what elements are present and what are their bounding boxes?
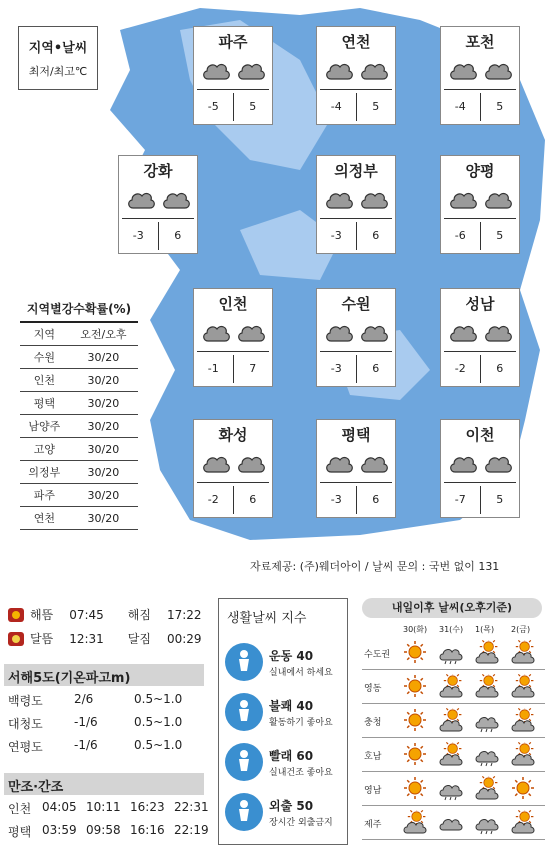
- min-temp: -7: [441, 486, 481, 514]
- max-temp: 6: [496, 362, 504, 375]
- legend-title: 지역•날씨: [28, 41, 88, 56]
- divider: [122, 218, 194, 219]
- life-index-item: [219, 689, 347, 745]
- min-temp: -3: [317, 486, 357, 514]
- max-temp: 6: [174, 229, 182, 242]
- tide-time: 09:58: [86, 823, 121, 837]
- cloud-icon: [359, 319, 389, 349]
- city-card: [316, 26, 396, 125]
- city-card: [118, 155, 198, 254]
- min-temp: -3: [119, 222, 159, 250]
- partly-cloudy-icon: [439, 742, 463, 771]
- cloud-icon: [201, 319, 231, 349]
- max-temp: 5: [496, 493, 504, 506]
- table-row: [20, 369, 138, 392]
- table-row: [20, 484, 138, 507]
- divider: [320, 89, 392, 90]
- sun-icon: [403, 640, 427, 669]
- city-name: 파주: [218, 33, 248, 51]
- life-index-name: 외출 50: [269, 799, 314, 813]
- legend-subtitle: 최저/최고℃: [28, 65, 88, 78]
- rain-region: 의정부: [20, 461, 69, 484]
- rain-value: 30/20: [69, 415, 138, 438]
- cloud-icon: [448, 450, 478, 480]
- life-index-box: [218, 598, 348, 845]
- forecast-divider: [362, 839, 545, 840]
- rain-value: 30/20: [69, 392, 138, 415]
- city-card: [316, 155, 396, 254]
- forecast-day: 1(목): [475, 625, 495, 634]
- min-temp: -1: [194, 355, 234, 383]
- sea-temp: -1/6: [74, 738, 98, 752]
- forecast-divider: [362, 771, 545, 772]
- cloud-icon: [448, 186, 478, 216]
- tide-time: 22:31: [174, 800, 209, 814]
- tide-time: 10:11: [86, 800, 121, 814]
- rain-cloud-icon: [439, 640, 463, 669]
- cloud-icon: [201, 450, 231, 480]
- exercise-icon: [225, 643, 263, 681]
- max-temp: 6: [372, 493, 380, 506]
- cloud-icon: [359, 57, 389, 87]
- tide-time: 16:23: [130, 800, 165, 814]
- partly-cloudy-icon: [511, 640, 535, 669]
- rain-title: 지역별강수확률(%): [26, 302, 132, 316]
- sea-row: [8, 738, 182, 755]
- max-temp: 6: [372, 362, 380, 375]
- divider: [197, 351, 269, 352]
- cloud-icon: [483, 450, 513, 480]
- table-row: [20, 438, 138, 461]
- forecast-region: 수도권: [364, 650, 391, 660]
- rain-value: 30/20: [69, 346, 138, 369]
- sun-icon: [403, 776, 427, 805]
- max-temp: 5: [249, 100, 257, 113]
- city-card: [316, 288, 396, 387]
- moonrise-time: 12:31: [69, 631, 104, 646]
- city-card: [440, 288, 520, 387]
- min-temp: -3: [317, 222, 357, 250]
- life-index-desc: 장시간 외출금지: [269, 818, 333, 828]
- sunrise-time: 07:45: [69, 607, 104, 622]
- partly-cloudy-icon: [439, 674, 463, 703]
- city-name: 이천: [465, 426, 495, 444]
- forecast-region: 호남: [364, 752, 382, 762]
- table-row: [20, 507, 138, 530]
- table-row: [20, 392, 138, 415]
- discomfort-icon: [225, 693, 263, 731]
- sunset-label: 해짐: [127, 608, 151, 622]
- sea-temp: -1/6: [74, 715, 98, 729]
- divider: [444, 482, 516, 483]
- cloud-icon: [324, 57, 354, 87]
- sea-wave: 0.5~1.0: [134, 715, 183, 729]
- cloud-icon: [201, 57, 231, 87]
- tide-time: 03:59: [42, 823, 77, 837]
- city-card: [193, 26, 273, 125]
- cloud-icon: [324, 186, 354, 216]
- partly-cloudy-icon: [475, 640, 499, 669]
- moonset-time: 00:29: [166, 631, 202, 646]
- city-name: 성남: [465, 295, 495, 313]
- cloud-icon: [483, 57, 513, 87]
- forecast-divider: [362, 805, 545, 806]
- rain-probability: [20, 300, 138, 530]
- sea-row: [8, 715, 182, 732]
- tide-place: 평택: [8, 825, 32, 839]
- tide-time: 16:16: [130, 823, 165, 837]
- moonrise-label: 달뜸: [30, 632, 54, 646]
- partly-cloudy-icon: [511, 742, 535, 771]
- rain-header-region: 지역: [20, 322, 69, 346]
- rain-value: 30/20: [69, 507, 138, 530]
- sun-row: [8, 606, 202, 623]
- divider: [444, 351, 516, 352]
- moon-row: [8, 630, 202, 647]
- life-index-name: 빨래 60: [269, 749, 314, 763]
- forecast-day: 31(수): [439, 625, 464, 634]
- forecast-day: 30(화): [403, 625, 428, 634]
- cloud-icon: [483, 319, 513, 349]
- sunrise-label: 해뜸: [30, 608, 54, 622]
- tide-time: 04:05: [42, 800, 77, 814]
- sun-icon: [403, 708, 427, 737]
- rain-header-row: [20, 322, 138, 346]
- city-name: 포천: [465, 33, 495, 51]
- rain-region: 남양주: [20, 415, 69, 438]
- sea-place: 연평도: [8, 740, 43, 754]
- min-temp: -3: [317, 355, 357, 383]
- cloud-icon: [359, 450, 389, 480]
- source-note: 자료제공: (주)웨더아이 / 날씨 문의 : 국번 없이 131: [250, 560, 500, 573]
- sea-wave: 0.5~1.0: [134, 738, 183, 752]
- city-name: 양평: [465, 162, 495, 180]
- tide-time: 22:19: [174, 823, 209, 837]
- partly-cloudy-icon: [511, 810, 535, 839]
- outing-icon: [225, 793, 263, 831]
- forecast-day: 2(금): [511, 625, 531, 634]
- cloud-icon: [236, 57, 266, 87]
- forecast-divider: [362, 737, 545, 738]
- rain-cloud-icon: [475, 708, 499, 737]
- cloud-icon: [236, 319, 266, 349]
- forecast-title: 내일이후 날씨(오후기준): [362, 598, 542, 618]
- rain-table: [20, 321, 138, 530]
- sea-row: [8, 692, 182, 709]
- rain-value: 30/20: [69, 461, 138, 484]
- forecast-region: 충청: [364, 718, 382, 728]
- cloud-icon: [359, 186, 389, 216]
- sunset-time: 17:22: [166, 607, 202, 622]
- min-temp: -2: [194, 486, 234, 514]
- sun-icon: [403, 742, 427, 771]
- sun-icon: [403, 674, 427, 703]
- divider: [320, 351, 392, 352]
- city-name: 인천: [218, 295, 248, 313]
- life-index-name: 운동 40: [269, 649, 314, 663]
- min-temp: -5: [194, 93, 234, 121]
- partly-cloudy-icon: [439, 708, 463, 737]
- city-name: 화성: [218, 426, 248, 444]
- rain-cloud-icon: [475, 742, 499, 771]
- partly-cloudy-icon: [511, 674, 535, 703]
- forecast-region: 영남: [364, 786, 382, 796]
- city-name: 연천: [341, 33, 371, 51]
- divider: [444, 218, 516, 219]
- min-temp: -4: [317, 93, 357, 121]
- divider: [320, 482, 392, 483]
- tide-row: [8, 823, 209, 840]
- max-temp: 6: [249, 493, 257, 506]
- life-index-item: [219, 739, 347, 795]
- partly-cloudy-icon: [475, 674, 499, 703]
- cloud-icon: [448, 319, 478, 349]
- life-index-item: [219, 789, 347, 845]
- life-index-item: [219, 639, 347, 695]
- min-temp: -6: [441, 222, 481, 250]
- table-row: [20, 461, 138, 484]
- life-index-desc: 실내에서 하세요: [269, 668, 333, 678]
- sea-temp: 2/6: [74, 692, 94, 706]
- rain-cloud-icon: [439, 776, 463, 805]
- tide-title: 만조·간조: [8, 780, 64, 795]
- forecast-divider: [362, 669, 545, 670]
- moonrise-icon: [8, 632, 24, 646]
- cloud-icon: [439, 810, 463, 839]
- rain-region: 수원: [20, 346, 69, 369]
- life-title: 생활날씨 지수: [227, 611, 307, 626]
- legend-box: [18, 26, 98, 90]
- sunrise-icon: [8, 608, 24, 622]
- partly-cloudy-icon: [475, 776, 499, 805]
- city-name: 평택: [341, 426, 371, 444]
- laundry-icon: [225, 743, 263, 781]
- table-row: [20, 415, 138, 438]
- rain-region: 연천: [20, 507, 69, 530]
- cloud-icon: [236, 450, 266, 480]
- forecast-region: 영동: [364, 684, 382, 694]
- partly-cloudy-icon: [403, 810, 427, 839]
- city-card: [440, 26, 520, 125]
- moonset-label: 달짐: [127, 632, 151, 646]
- sea-place: 백령도: [8, 694, 43, 708]
- rain-value: 30/20: [69, 369, 138, 392]
- city-name: 수원: [341, 295, 371, 313]
- tide-row: [8, 800, 209, 817]
- city-card: [316, 419, 396, 518]
- max-temp: 5: [372, 100, 380, 113]
- divider: [197, 89, 269, 90]
- life-index-desc: 활동하기 좋아요: [269, 718, 333, 728]
- cloud-icon: [324, 450, 354, 480]
- divider: [444, 89, 516, 90]
- rain-value: 30/20: [69, 438, 138, 461]
- city-card: [193, 288, 273, 387]
- forecast-divider: [362, 703, 545, 704]
- forecast-region: 제주: [364, 820, 382, 830]
- max-temp: 5: [496, 229, 504, 242]
- city-card: [440, 155, 520, 254]
- rain-region: 평택: [20, 392, 69, 415]
- sea-wave: 0.5~1.0: [134, 692, 183, 706]
- rain-region: 고양: [20, 438, 69, 461]
- city-card: [193, 419, 273, 518]
- rain-region: 파주: [20, 484, 69, 507]
- divider: [197, 482, 269, 483]
- divider: [320, 218, 392, 219]
- city-card: [440, 419, 520, 518]
- rain-value: 30/20: [69, 484, 138, 507]
- sun-icon: [511, 776, 535, 805]
- cloud-icon: [448, 57, 478, 87]
- city-name: 의정부: [334, 162, 378, 180]
- max-temp: 6: [372, 229, 380, 242]
- rain-header-value: 오전/오후: [69, 322, 138, 346]
- life-index-name: 불쾌 40: [269, 699, 314, 713]
- cloud-icon: [324, 319, 354, 349]
- cloud-icon: [161, 186, 191, 216]
- sea-title: 서해5도(기온파고m): [8, 671, 131, 686]
- life-index-desc: 실내건조 좋아요: [269, 768, 333, 778]
- sea-place: 대청도: [8, 717, 43, 731]
- max-temp: 7: [249, 362, 257, 375]
- rain-cloud-icon: [475, 810, 499, 839]
- city-name: 강화: [143, 162, 173, 180]
- partly-cloudy-icon: [511, 708, 535, 737]
- table-row: [20, 346, 138, 369]
- rain-region: 인천: [20, 369, 69, 392]
- min-temp: -4: [441, 93, 481, 121]
- cloud-icon: [483, 186, 513, 216]
- cloud-icon: [126, 186, 156, 216]
- min-temp: -2: [441, 355, 481, 383]
- tide-place: 인천: [8, 802, 32, 816]
- max-temp: 5: [496, 100, 504, 113]
